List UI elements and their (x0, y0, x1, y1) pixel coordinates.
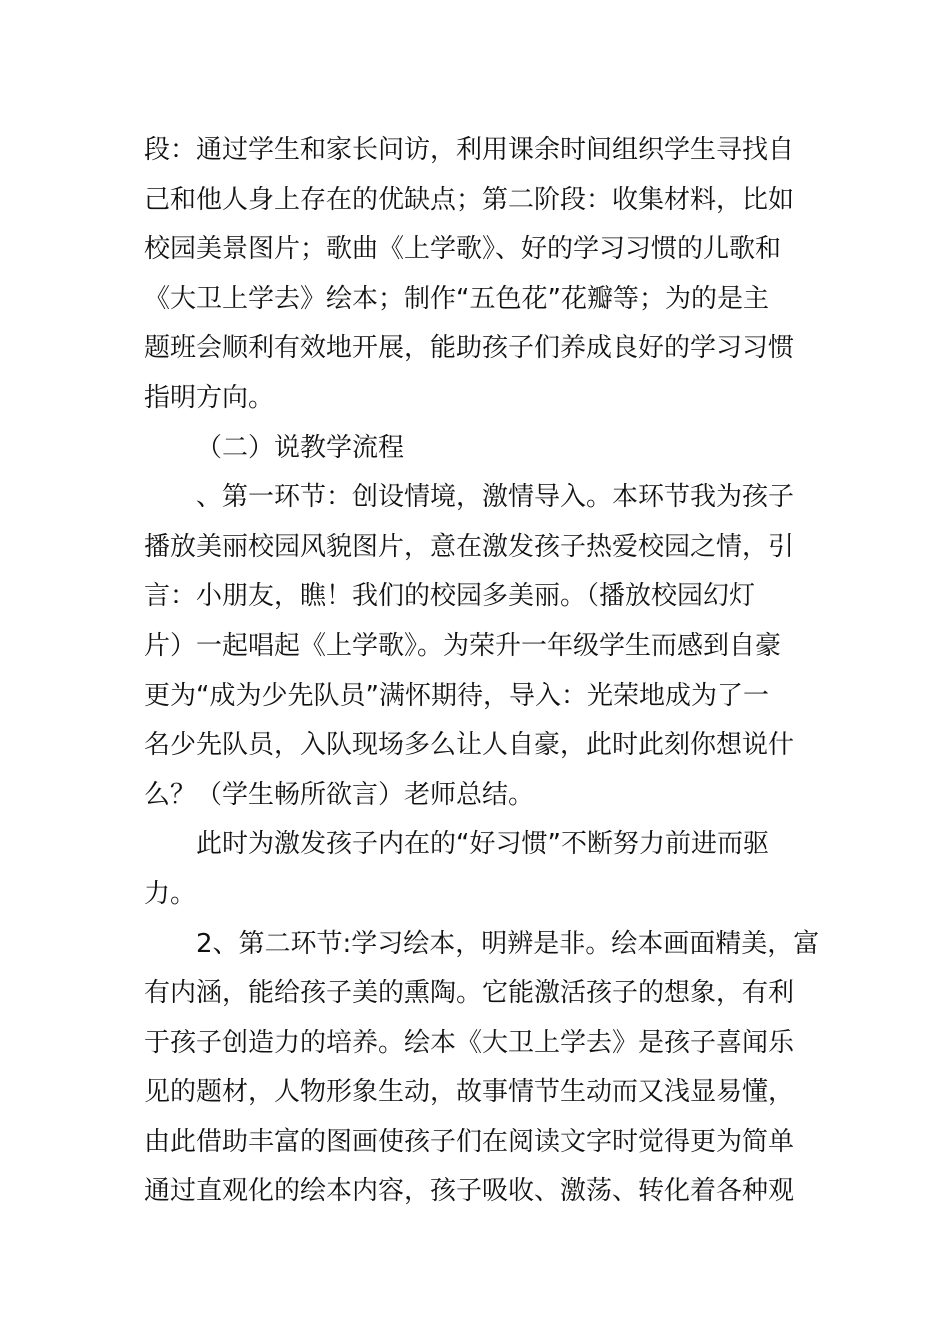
text-line: 么？（学生畅所欲言）老师总结。 (144, 779, 535, 810)
text-line: 《大卫上学去》绘本；制作“五色花”花瓣等；为的是主 (144, 283, 769, 314)
text-line: 于孩子创造力的培养。绘本《大卫上学去》是孩子喜闻乐 (144, 1027, 795, 1058)
text-line: 更为“成为少先队员”满怀期待，导入：光荣地成为了一 (144, 680, 769, 711)
text-line: 片）一起唱起《上学歌》。为荣升一年级学生而感到自豪 (144, 630, 782, 661)
text-line: 己和他人身上存在的优缺点；第二阶段：收集材料，比如 (144, 184, 795, 215)
text-line: 力。 (144, 878, 197, 909)
text-line: 言：小朋友，瞧！我们的校园多美丽。（播放校园幻灯 (144, 581, 756, 612)
text-line: 见的题材，人物形象生动，故事情节生动而又浅显易懂， (144, 1077, 795, 1108)
text-line: 通过直观化的绘本内容，孩子吸收、激荡、转化着各种观 (144, 1176, 795, 1207)
text-line: 校园美景图片；歌曲《上学歌》、好的学习习惯的儿歌和 (144, 234, 782, 265)
text-line: 指明方向。 (144, 382, 275, 413)
text-line: 段：通过学生和家长问访，利用课余时间组织学生寻找自 (144, 135, 795, 165)
text-line: 2、第二环节:学习绘本，明辨是非。绘本画面精美，富 (196, 928, 820, 959)
text-line: 此时为激发孩子内在的“好习惯”不断努力前进而驱 (196, 829, 769, 860)
text-line: 有内涵，能给孩子美的熏陶。它能激活孩子的想象，有利 (144, 978, 795, 1009)
text-line: 播放美丽校园风貌图片，意在激发孩子热爱校园之情，引 (144, 531, 795, 562)
text-line: 由此借助丰富的图画使孩子们在阅读文字时觉得更为简单 (144, 1126, 795, 1157)
text-line: 名少先队员，入队现场多么让人自豪，此时此刻你想说什 (144, 730, 795, 761)
section-heading: （二）说教学流程 (196, 432, 405, 463)
body-text (144, 126, 820, 1217)
text-line: 题班会顺利有效地开展，能助孩子们养成良好的学习习惯 (144, 333, 795, 364)
text-line: 、第一环节：创设情境，激情导入。本环节我为孩子 (196, 482, 795, 513)
